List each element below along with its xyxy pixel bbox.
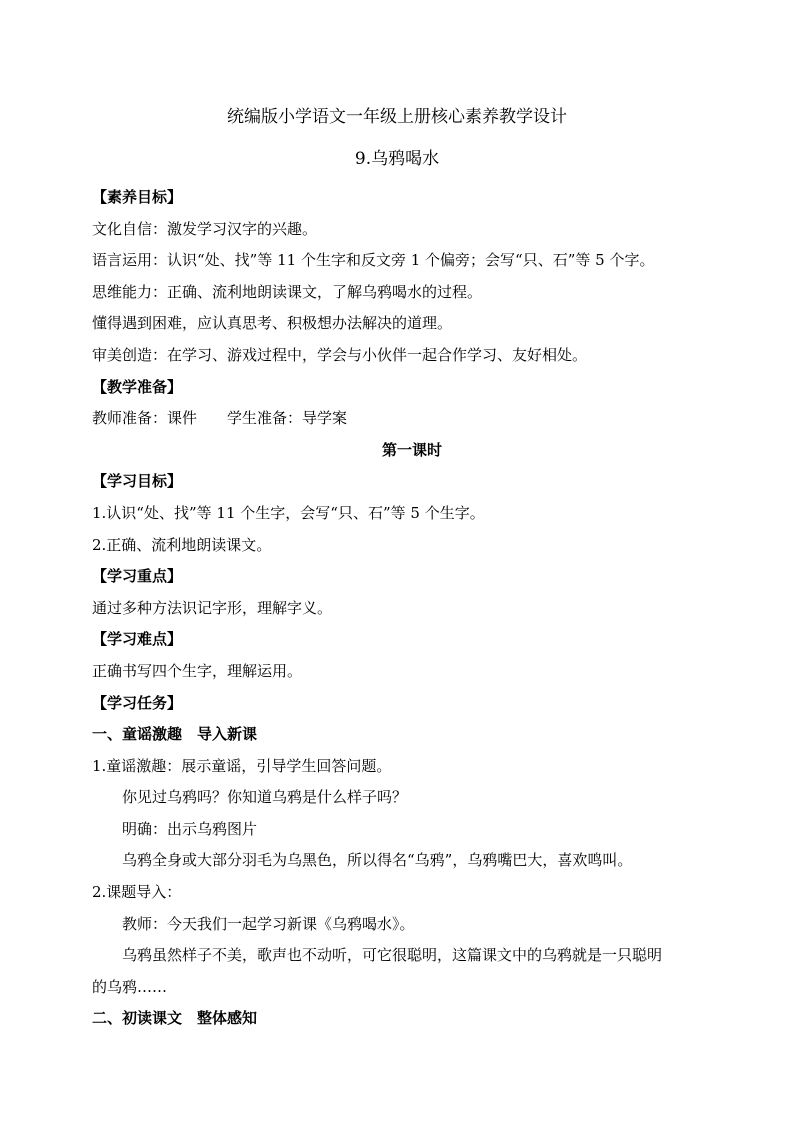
literacy-goal-culture: 文化自信：激发学习汉字的兴趣。 — [92, 219, 318, 238]
section-1-subtitle: 导入新课 — [197, 725, 258, 744]
step-1-question: 你见过乌鸦吗？你知道乌鸦是什么样子吗？ — [122, 788, 408, 807]
learning-difficulty-text: 正确书写四个生字，理解运用。 — [92, 661, 303, 680]
section-1-title: 一、童谣激趣 — [92, 725, 183, 744]
step-2: 2.课题导入： — [92, 883, 182, 902]
teacher-prep: 教师准备：课件 — [92, 409, 198, 428]
step-1-clarification: 明确：出示乌鸦图片 — [122, 819, 258, 838]
section-2-heading — [92, 1003, 732, 1035]
learning-objective-1: 1.认识“处、找”等 11 个生字，会写“只、石”等 5 个生字。 — [92, 503, 485, 522]
step-2-paragraph-line-1: 乌鸦虽然样子不美，歌声也不动听，可它很聪明，这篇课文中的乌鸦就是一只聪明 — [122, 946, 663, 965]
learning-tasks-heading: 【学习任务】 — [92, 693, 183, 712]
teaching-prep-line — [92, 403, 732, 435]
learning-focus-text: 通过多种方法识记字形，理解字义。 — [92, 598, 333, 617]
learning-objective-2: 2.正确、流利地朗读课文。 — [92, 535, 272, 554]
learning-objectives-heading: 【学习目标】 — [92, 472, 183, 491]
step-2-teacher: 教师：今天我们一起学习新课《乌鸦喝水》。 — [122, 914, 415, 933]
document-body — [92, 182, 732, 1035]
section-2-subtitle: 整体感知 — [197, 1009, 258, 1028]
learning-focus-heading: 【学习重点】 — [92, 567, 183, 586]
literacy-goal-aesthetic: 审美创造：在学习、游戏过程中，学会与小伙伴一起合作学习、友好相处。 — [92, 345, 588, 364]
lesson-title: 9.乌鸦喝水 — [354, 149, 440, 169]
literacy-goal-understanding: 懂得遇到困难，应认真思考、积极想办法解决的道理。 — [92, 314, 453, 333]
step-1: 1.童谣激趣：展示童谣，引导学生回答问题。 — [92, 756, 392, 775]
section-2-title: 二、初读课文 — [92, 1009, 183, 1028]
document-title: 统编版小学语文一年级上册核心素养教学设计 — [227, 107, 567, 127]
learning-difficulty-heading: 【学习难点】 — [92, 630, 183, 649]
lesson-period-heading: 第一课时 — [381, 440, 442, 459]
step-2-paragraph-line-2: 的乌鸦…… — [92, 977, 168, 996]
step-1-description: 乌鸦全身或大部分羽毛为乌黑色，所以得名“乌鸦”，乌鸦嘴巴大，喜欢鸣叫。 — [122, 851, 633, 870]
literacy-goal-thinking: 思维能力：正确、流利地朗读课文，了解乌鸦喝水的过程。 — [92, 282, 483, 301]
section-1-heading — [92, 719, 732, 751]
teaching-prep-heading: 【教学准备】 — [92, 377, 183, 396]
literacy-goal-language: 语言运用：认识“处、找”等 11 个生字和反文旁 1 个偏旁；会写“只、石”等 5 个字。 — [92, 251, 655, 270]
student-prep: 学生准备：导学案 — [227, 409, 348, 428]
literacy-goals-heading: 【素养目标】 — [92, 188, 183, 206]
